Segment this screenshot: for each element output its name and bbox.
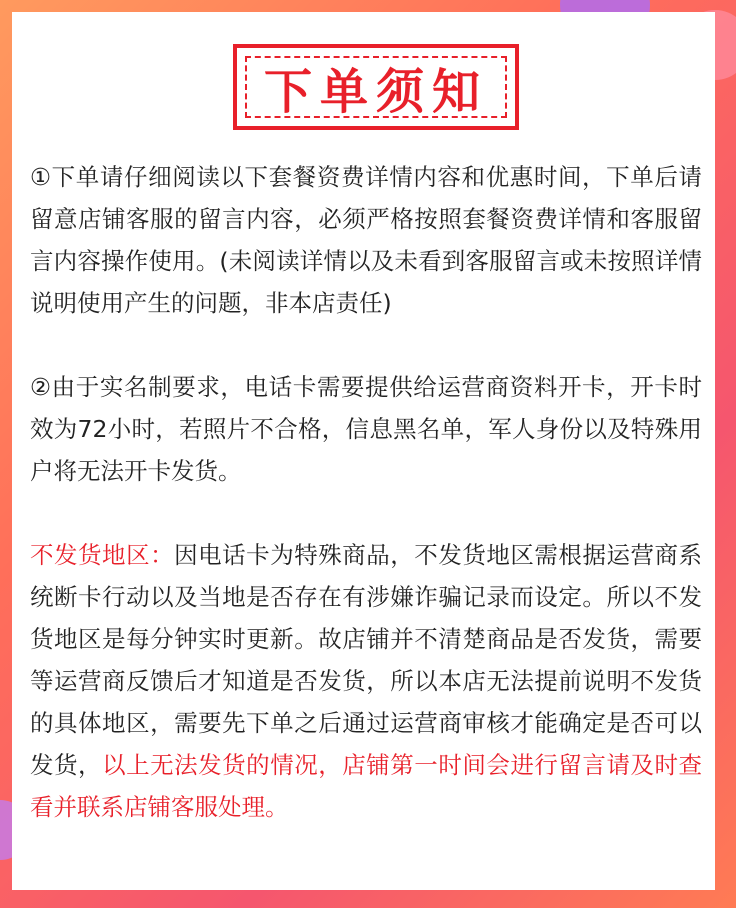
title-frame (233, 44, 519, 130)
real-name-requirement: ②由于实名制要求，电话卡需要提供给运营商资料开卡，开卡时效为72小时，若照片不合格，信息黑名单，军人身份以及特殊用户将无法开卡发货。 (30, 373, 702, 485)
no-delivery-label: 不发货地区： (30, 541, 175, 569)
order-reading-notice: ①下单请仔细阅读以下套餐资费详情内容和优惠时间，下单后请留意店铺客服的留言内容，必须严格按照套餐资费详情和客服留言内容操作使用。(未阅读详情以及未看到客服留言或未按照详情说明使用产生的问题，非本店责任) (30, 163, 702, 317)
page-title: 下单须知 (263, 63, 488, 120)
contact-service-notice: 以上无法发货的情况，店铺第一时间会进行留言请及时查看并联系店铺客服处理。 (30, 751, 703, 821)
no-delivery-region-notice (30, 534, 702, 828)
title-dashed-border (245, 56, 507, 118)
notice-card (12, 12, 715, 890)
no-delivery-body: 因电话卡为特殊商品，不发货地区需根据运营商系统断卡行动以及当地是否存在有涉嫌诈骗记录而设定。所以不发货地区是每分钟实时更新。故店铺并不清楚商品是否发货，需要等运营商反馈后才知道是否发货，所以本店无法提前说明不发货的具体地区，需要先下单之后通过运营商审核才能确定是否可以发货， (30, 541, 703, 779)
